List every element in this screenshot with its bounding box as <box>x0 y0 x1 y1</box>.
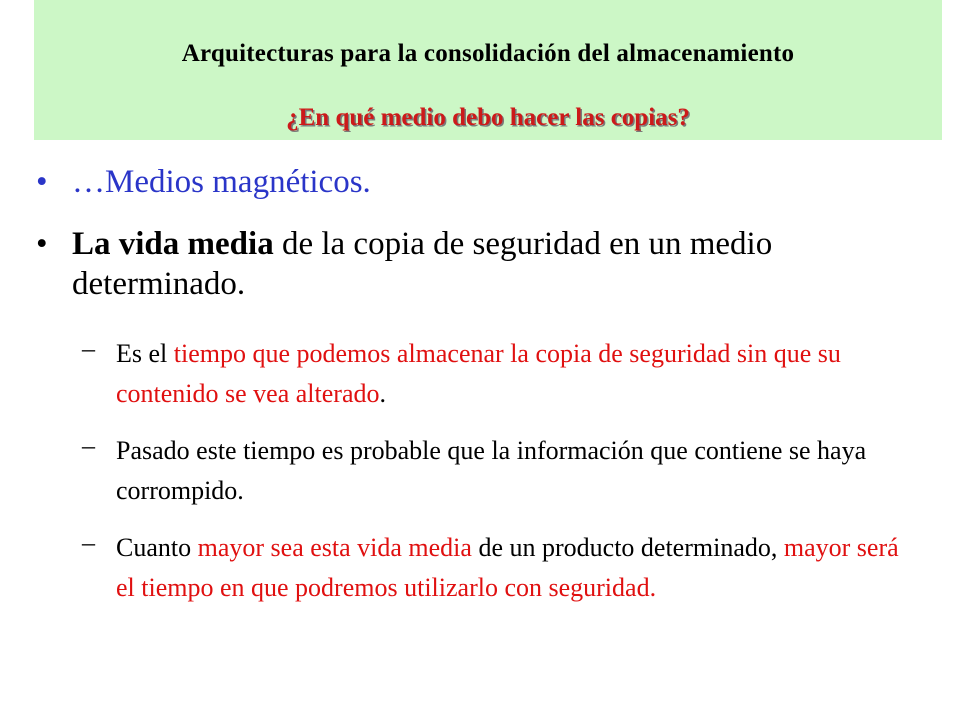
slide-header <box>34 0 942 140</box>
sub-text-pre: Es el <box>116 339 174 368</box>
slide-title: Arquitecturas para la consolidación del almacenamiento <box>181 40 795 67</box>
sub-text <box>116 528 906 609</box>
slide-subtitle: ¿En qué medio debo hacer las copias? <box>286 104 690 131</box>
sub-marker: – <box>82 528 95 557</box>
sub-text-post: . <box>379 379 386 409</box>
bullet-text <box>72 225 862 304</box>
sub-text-highlight: mayor será el tiempo en que podremos utilizarlo con seguridad. <box>116 533 899 603</box>
bullet-marker: • <box>36 226 48 262</box>
sub-text-highlight: mayor sea esta vida media <box>197 533 472 562</box>
bullet-rest-text: de la copia de seguridad en un medio determinado. <box>72 226 773 302</box>
sub-marker: – <box>82 334 95 363</box>
sub-text <box>116 334 851 415</box>
bullet-marker: • <box>36 164 48 200</box>
bullet-text: …Medios magnéticos. <box>72 164 371 200</box>
sub-text-highlight: tiempo que podemos almacenar la copia de seguridad sin que su contenido se vea alterado <box>116 339 841 409</box>
bullet-bold-term: La vida media <box>72 226 274 262</box>
sub-text-pre: Cuanto <box>116 533 198 562</box>
sub-text-mid: de un producto determinado, <box>471 533 784 562</box>
sub-text: Pasado este tiempo es probable que la información que contiene se haya corrompido. <box>116 436 867 506</box>
sub-marker: – <box>82 431 95 460</box>
